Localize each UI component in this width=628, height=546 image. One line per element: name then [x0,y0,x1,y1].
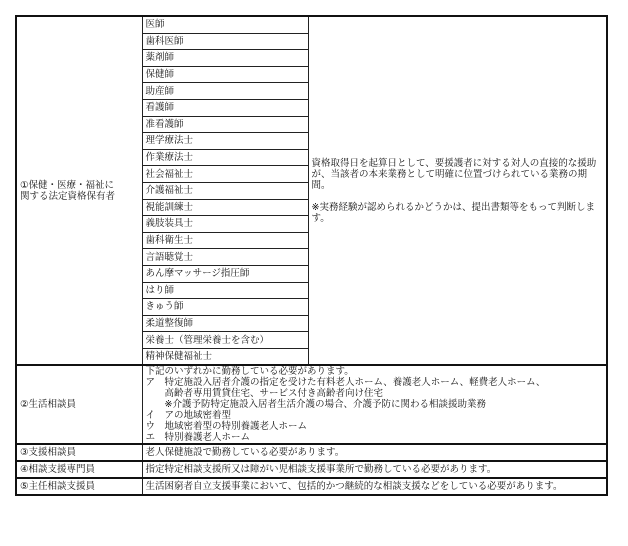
qualification-item: 看護師 [142,99,308,116]
qualification-item: 医師 [142,16,308,33]
qualification-item: 社会福祉士 [142,166,308,183]
section2-label: ②生活相談員 [16,365,142,444]
section2-line: ア 特定施設入居者介護の指定を受けた有料老人ホーム、養護老人ホーム、軽費老人ホーム、 [145,377,546,389]
section2-line: 下記のいずれかに勤務している必要があります。 [145,366,354,378]
section3-text: 老人保健施設で勤務している必要があります。 [142,444,607,461]
qualification-item: あん摩マッサージ指圧師 [142,265,308,282]
section1-note-cell [308,16,607,365]
qualification-requirements-table [15,15,608,496]
qualification-item: 理学療法士 [142,133,308,150]
section1-note-para1: 資格取得日を起算日として、要援護者に対する対人の直接的な援助が、当該者の本来業務として明確に位置づけられている業務の期間。 [311,157,597,191]
qualification-item: 作業療法士 [142,149,308,166]
qualification-item: きゅう師 [142,299,308,316]
qualification-item: 歯科医師 [142,33,308,50]
table-row [16,444,607,461]
table-row [16,16,607,33]
section2-detail-cell [142,365,607,444]
qualification-item: 助産師 [142,83,308,100]
qualification-item: 介護福祉士 [142,182,308,199]
qualification-item: 歯科衛生士 [142,232,308,249]
table-row [16,365,607,444]
section1-label-line2: 関する法定資格保有者 [20,190,116,202]
qualification-item: 言語聴覚士 [142,249,308,266]
section3-label: ③支援相談員 [16,444,142,461]
section1-label-line1: ①保健・医療・福祉に [20,179,115,191]
qualification-item: 准看護師 [142,116,308,133]
section5-label: ⑤主任相談支援員 [16,478,142,495]
qualification-item: はり師 [142,282,308,299]
qualification-item: 柔道整復師 [142,315,308,332]
section1-label-cell [16,16,142,365]
section2-line: ウ 地域密着型の特別養護老人ホーム [145,421,308,433]
section2-line: エ 特別養護老人ホーム [145,432,251,444]
qualification-item: 精神保健福祉士 [142,348,308,365]
section4-text: 指定特定相談支援所又は障がい児相談支援事業所で勤務している必要があります。 [142,461,607,478]
section4-label: ④相談支援専門員 [16,461,142,478]
table-row [16,461,607,478]
qualification-item: 薬剤師 [142,50,308,67]
section5-text: 生活困窮者自立支援事業において、包括的かつ継続的な相談支援などをしている必要があります。 [142,478,607,495]
section2-line: 高齢者専用賃貸住宅、サービス付き高齢者向け住宅 [145,388,384,400]
section1-note-para2: ※実務経験が認められるかどうかは、提出書類等をもって判断します。 [311,201,595,224]
table-row [16,478,607,495]
section2-line: ※介護予防特定施設入居者生活介護の場合、介護予防に関わる相談援助業務 [145,399,486,411]
section2-line: イ アの地域密着型 [145,410,232,422]
qualification-item: 義肢装具士 [142,216,308,233]
qualification-item: 視能訓練士 [142,199,308,216]
qualification-item: 保健師 [142,66,308,83]
qualification-item: 栄養士（管理栄養士を含む） [142,332,308,349]
